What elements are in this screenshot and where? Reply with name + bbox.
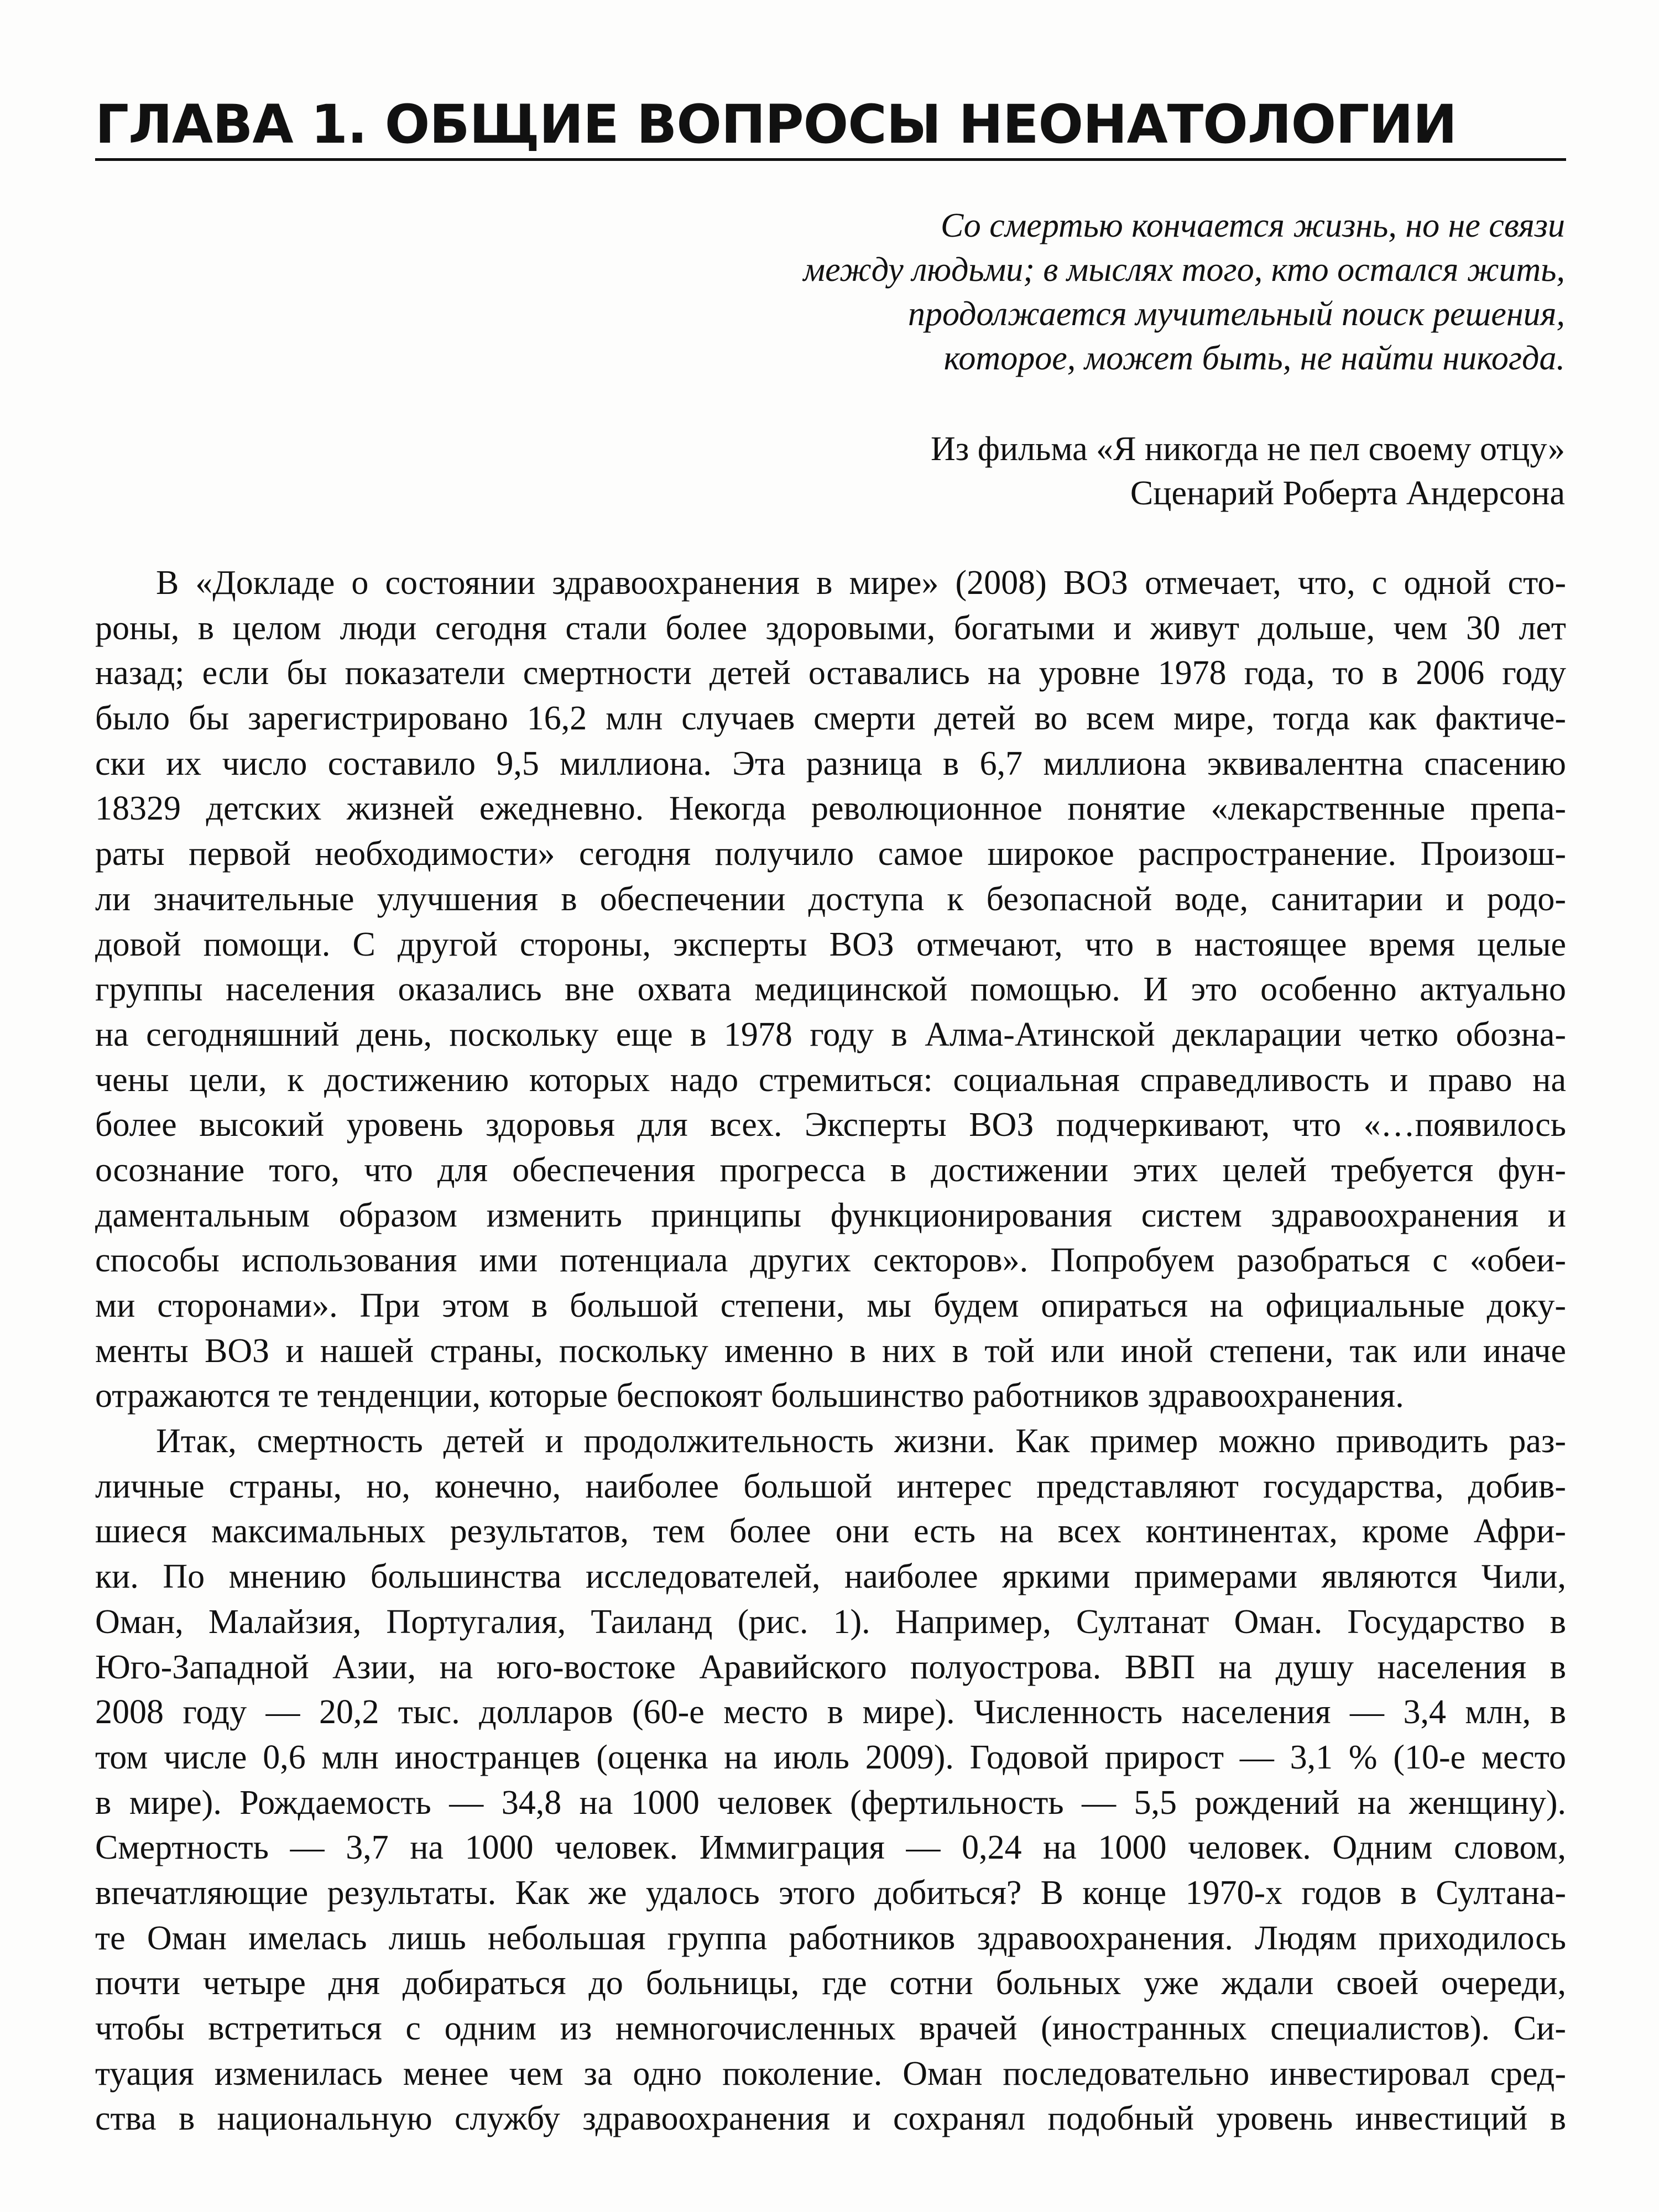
paragraph-line: том числе 0,6 млн иностранцев (оценка на июль 2009). Годовой прирост — 3,1 % (10-е место — [95, 1738, 1566, 1776]
paragraph-line: 18329 детских жизней ежедневно. Некогда революционное понятие «лекарственные препа- — [95, 790, 1566, 828]
paragraph-line: впечатляющие результаты. Как же удалось этого добиться? В конце 1970-х годов в Султана- — [95, 1874, 1566, 1912]
paragraph-line: ли значительные улучшения в обеспечении доступа к безопасной воде, санитарии и родо- — [95, 880, 1566, 918]
paragraph-line: в мире). Рождаемость — 34,8 на 1000 человек (фертильность — 5,5 рождений на женщину). — [95, 1783, 1566, 1822]
paragraph-line: было бы зарегистрировано 16,2 млн случаев смерти детей во всем мире, тогда как фактиче- — [95, 700, 1566, 738]
paragraph-line: более высокий уровень здоровья для всех. Эксперты ВОЗ подчеркивают, что «…появилось — [95, 1106, 1566, 1144]
paragraph-line: Юго-Западной Азии, на юго-востоке Аравийского полуострова. ВВП на душу населения в — [95, 1648, 1566, 1686]
epigraph-source-line: Сценарий Роберта Андерсона — [1130, 474, 1565, 512]
paragraph-line: даментальным образом изменить принципы функционирования систем здравоохранения и — [95, 1196, 1566, 1234]
paragraph-line: на сегодняшний день, поскольку еще в 1978 году в Алма-Атинской декларации четко обозна- — [95, 1015, 1566, 1053]
body-text — [95, 561, 1566, 2142]
title-divider — [95, 158, 1566, 161]
paragraph-line: те Оман имелась лишь небольшая группа работников здравоохранения. Людям приходилось — [95, 1919, 1566, 1957]
paragraph-line: группы населения оказались вне охвата медицинской помощью. И это особенно актуально — [95, 971, 1566, 1009]
paragraph-line: личные страны, но, конечно, наиболее большой интерес представляют государства, добив- — [95, 1467, 1566, 1505]
epigraph-line: которое, может быть, не найти никогда. — [943, 340, 1565, 377]
paragraph-line: Смертность — 3,7 на 1000 человек. Иммиграция — 0,24 на 1000 человек. Одним словом, — [95, 1829, 1566, 1867]
paragraph-line: Оман, Малайзия, Португалия, Таиланд (рис. 1). Например, Султанат Оман. Государство в — [95, 1603, 1566, 1641]
chapter-title: ГЛАВА 1. ОБЩИЕ ВОПРОСЫ НЕОНАТОЛОГИИ — [95, 93, 1457, 155]
epigraph-source — [514, 427, 1565, 515]
paragraph-line: туация изменилась менее чем за одно поколение. Оман последовательно инвестировал сред- — [95, 2054, 1566, 2093]
paragraph-line: В «Докладе о состоянии здравоохранения в мире» (2008) ВОЗ отмечает, что, с одной сто- — [156, 564, 1566, 602]
epigraph-line: Со смертью кончается жизнь, но не связи — [940, 207, 1565, 244]
paragraph-line: отражаются те тенденции, которые беспокоят большинство работников здравоохранения. — [95, 1377, 1404, 1415]
paragraph-line: способы использования ими потенциала других секторов». Попробуем разобраться с «обеи- — [95, 1241, 1566, 1280]
paragraph-line: Итак, смертность детей и продолжительность жизни. Как пример можно приводить раз- — [156, 1422, 1566, 1460]
paragraph-line: ства в национальную службу здравоохранения и сохранял подобный уровень инвестиций в — [95, 2100, 1566, 2138]
paragraph-line: шиеся максимальных результатов, тем более они есть на всех континентах, кроме Афри- — [95, 1512, 1566, 1551]
paragraph-line: роны, в целом люди сегодня стали более здоровыми, богатыми и живут дольше, чем 30 лет — [95, 609, 1566, 647]
paragraph-line: ски их число составило 9,5 миллиона. Эта разница в 6,7 миллиона эквивалентна спасению — [95, 744, 1566, 782]
epigraph-line: продолжается мучительный поиск решения, — [907, 295, 1565, 333]
paragraph-line: ки. По мнению большинства исследователей, наиболее яркими примерами являются Чили, — [95, 1558, 1566, 1596]
paragraph-line: осознание того, что для обеспечения прогресса в достижении этих целей требуется фун- — [95, 1151, 1566, 1189]
paragraph-line: назад; если бы показатели смертности детей оставались на уровне 1978 года, то в 2006 году — [95, 654, 1566, 692]
paragraph-line: чены цели, к достижению которых надо стремиться: социальная справедливость и право на — [95, 1061, 1566, 1099]
epigraph-line: между людьми; в мыслях того, кто остался жить, — [803, 251, 1565, 289]
epigraph-source-line: Из фильма «Я никогда не пел своему отцу» — [931, 430, 1565, 468]
paragraph-line: почти четыре дня добираться до больницы, где сотни больных уже ждали своей очереди, — [95, 1964, 1566, 2002]
paragraph-line: ми сторонами». При этом в большой степени, мы будем опираться на официальные доку- — [95, 1287, 1566, 1324]
paragraph-line: 2008 году — 20,2 тыс. долларов (60-е место в мире). Численность населения — 3,4 млн, в — [95, 1693, 1566, 1731]
epigraph — [514, 204, 1565, 380]
paragraph-line: менты ВОЗ и нашей страны, поскольку именно в них в той или иной степени, так или иначе — [95, 1332, 1566, 1370]
paragraph-line: довой помощи. С другой стороны, эксперты ВОЗ отмечают, что в настоящее время целые — [95, 925, 1566, 963]
paragraph-line: раты первой необходимости» сегодня получило самое широкое распространение. Произош- — [95, 835, 1566, 873]
paragraph-line: чтобы встретиться с одним из немногочисленных врачей (иностранных специалистов). Си- — [95, 2010, 1566, 2047]
